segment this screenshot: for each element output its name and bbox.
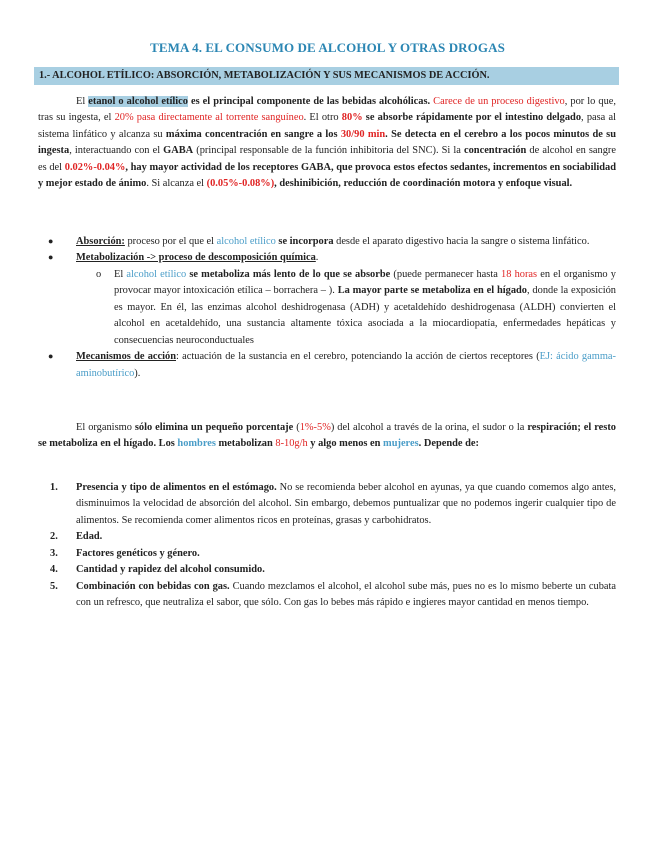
text: Cuando mezclamos el alcohol, el alcohol sube más, pues no es lo mismo beberte un cubata con un refresco, que neutraliza el sabor, que sólo. Con gas lo bebes más rápido e ingieres mayor cantidad en menos tiempo.: [76, 580, 617, 609]
item-number: 1.: [50, 482, 58, 493]
bullet-icon: ●: [48, 252, 54, 263]
list-item: [38, 546, 616, 562]
text: : actuación de la sustancia en el cerebro, potenciando la acción de ciertos receptores (: [176, 351, 540, 363]
list-item: [38, 529, 616, 545]
text: desde el aparato digestivo hacia la sangre o sistema linfático.: [333, 236, 590, 247]
bold-text: Presencia y tipo de alimentos en el estómago.: [76, 482, 277, 493]
bold-text: , hay mayor actividad de los receptores GABA: [125, 161, 331, 173]
bold-text: GABA: [163, 145, 194, 157]
text: o la: [505, 422, 528, 433]
bold-text: se metaboliza más lento de lo que se absorbe: [186, 268, 391, 280]
text: No se recomienda beber alcohol en ayunas, ya que cuando comemos algo antes, disminuimos la velocidad de absorción del alcohol. Sin embargo, debemos puntualizar que no podemos ingerir cualquier tipo de alimentos. Se recomienda comer alimentos ricos en proteínas, grasas y carbohidratos.: [76, 482, 616, 526]
bold-text: Edad.: [76, 531, 103, 543]
bullet-icon: ●: [48, 236, 54, 246]
bold-text: metabolizan: [215, 438, 276, 450]
blue-text: alcohol etílico: [126, 268, 187, 280]
item-number: 4.: [50, 564, 58, 576]
text: , interactuando con el: [69, 145, 164, 157]
bold-text: Factores genéticos y género.: [76, 547, 200, 559]
numbered-list: [38, 480, 616, 612]
text: .: [315, 252, 319, 264]
blue-text: mujeres: [383, 438, 419, 450]
bold-text: concentración: [464, 145, 527, 157]
text: en el organismo y provocar mayor intoxicación etílica – borrachera – ).: [114, 268, 616, 297]
red-text: 1%-5%: [299, 422, 331, 433]
bold-text: La mayor parte se metaboliza en el hígado: [337, 285, 527, 297]
text: ).: [134, 367, 141, 379]
bold-text: máxima concentración en sangre a los: [165, 128, 341, 140]
text: (principal responsable de la función inhibitoria del SNC). Si la: [193, 145, 464, 157]
text: , pasa al sistema linfático y alcanza su: [38, 112, 616, 140]
text: es el principal componente de las bebidas alcohólicas.: [187, 96, 434, 107]
red-text: 0.02%-0.04%: [64, 161, 126, 173]
list-item: [38, 234, 616, 250]
bold-text: Combinación con bebidas con gas.: [76, 580, 230, 592]
bullet-label: Metabolización -> proceso de descomposición química: [76, 252, 316, 264]
bold-text: . Depende de:: [418, 438, 479, 450]
list-item: [38, 579, 616, 612]
red-text: 80%: [341, 112, 363, 124]
elimination-paragraph: [38, 420, 616, 453]
blue-text: hombres: [177, 438, 216, 450]
bold-text: se absorbe rápidamente por el intestino delgado: [362, 112, 582, 124]
text: ) del alcohol a través de la orina, el sudor: [330, 422, 506, 433]
list-item: [38, 480, 616, 529]
red-text: 20% pasa directamente al torrente sanguíneo: [114, 112, 304, 124]
bold-text: , deshinibición, reducción de coordinación motora y enfoque visual.: [274, 178, 573, 190]
blue-text: EJ: ácido gamma-aminobutírico: [76, 351, 616, 379]
bold-text: . Los: [153, 438, 178, 450]
list-item: [38, 349, 616, 382]
bold-text: sólo elimina un pequeño porcentaje: [134, 422, 294, 433]
red-text: 18 horas: [501, 268, 538, 280]
text: , por lo que, tras su ingesta, el: [38, 96, 616, 124]
text: El: [114, 268, 127, 280]
bold-text: respiración: [527, 422, 578, 433]
bullet-icon: ●: [48, 351, 54, 362]
item-number: 2.: [50, 531, 58, 543]
bold-text: se incorpora: [275, 236, 334, 247]
bold-text: . Se detecta en el cerebro a los pocos minutos de su ingesta: [38, 128, 617, 157]
bold-text: y algo menos en: [307, 438, 384, 450]
text: de alcohol en sangre es del: [38, 145, 616, 173]
circle-bullet-icon: o: [96, 268, 102, 280]
text: . Si alcanza el: [146, 178, 207, 190]
sub-list-item: [38, 267, 616, 349]
text: El organismo: [76, 422, 135, 433]
blue-text: alcohol etílico: [216, 236, 276, 247]
bold-text: ; el resto se metaboliza en el hígado: [38, 422, 616, 450]
bullet-list: [38, 234, 616, 382]
item-number: 5.: [50, 580, 58, 592]
item-number: 3.: [50, 547, 58, 559]
text: (: [293, 422, 300, 433]
text: , donde la exposición es mayor. En él, las enzimas alcohol deshidrogenasa (ADH) y acetaldehído deshidrogenasa (ALDH) convierten el alcohol en acetaldehído, una sustancia altamente tóxica asociada a la miocardiopatía, enfermedades hepáticas y consecuencias neuroconductuales: [114, 285, 616, 346]
section-heading: 1.- ALCOHOL ETÍLICO: ABSORCIÓN, METABOLIZACIÓN Y SUS MECANISMOS DE ACCIÓN.: [34, 67, 619, 85]
text: . El otro: [303, 112, 342, 124]
red-text: (0.05%-0.08%): [206, 178, 275, 190]
highlighted-term: etanol o alcohol etílico: [88, 96, 188, 107]
bold-text: , que provoca estos efectos sedantes, incrementos en sociabilidad y mejor estado de ánimo: [38, 161, 616, 190]
red-text: 8-10g/h: [275, 438, 308, 450]
bullet-label: Mecanismos de acción: [76, 351, 176, 363]
red-text: Carece de un proceso digestivo: [433, 96, 565, 107]
text: El: [76, 96, 89, 107]
page-title: TEMA 4. EL CONSUMO DE ALCOHOL Y OTRAS DROGAS: [150, 40, 505, 55]
red-text: 30/90 min: [340, 128, 386, 140]
bold-text: Cantidad y rapidez del alcohol consumido.: [76, 564, 265, 576]
list-item: [38, 562, 616, 578]
text: proceso por el que el: [124, 236, 217, 247]
intro-paragraph: [38, 94, 616, 193]
bullet-label: Absorción:: [76, 236, 125, 247]
text: (puede permanecer hasta: [390, 268, 502, 280]
list-item: [38, 250, 616, 266]
